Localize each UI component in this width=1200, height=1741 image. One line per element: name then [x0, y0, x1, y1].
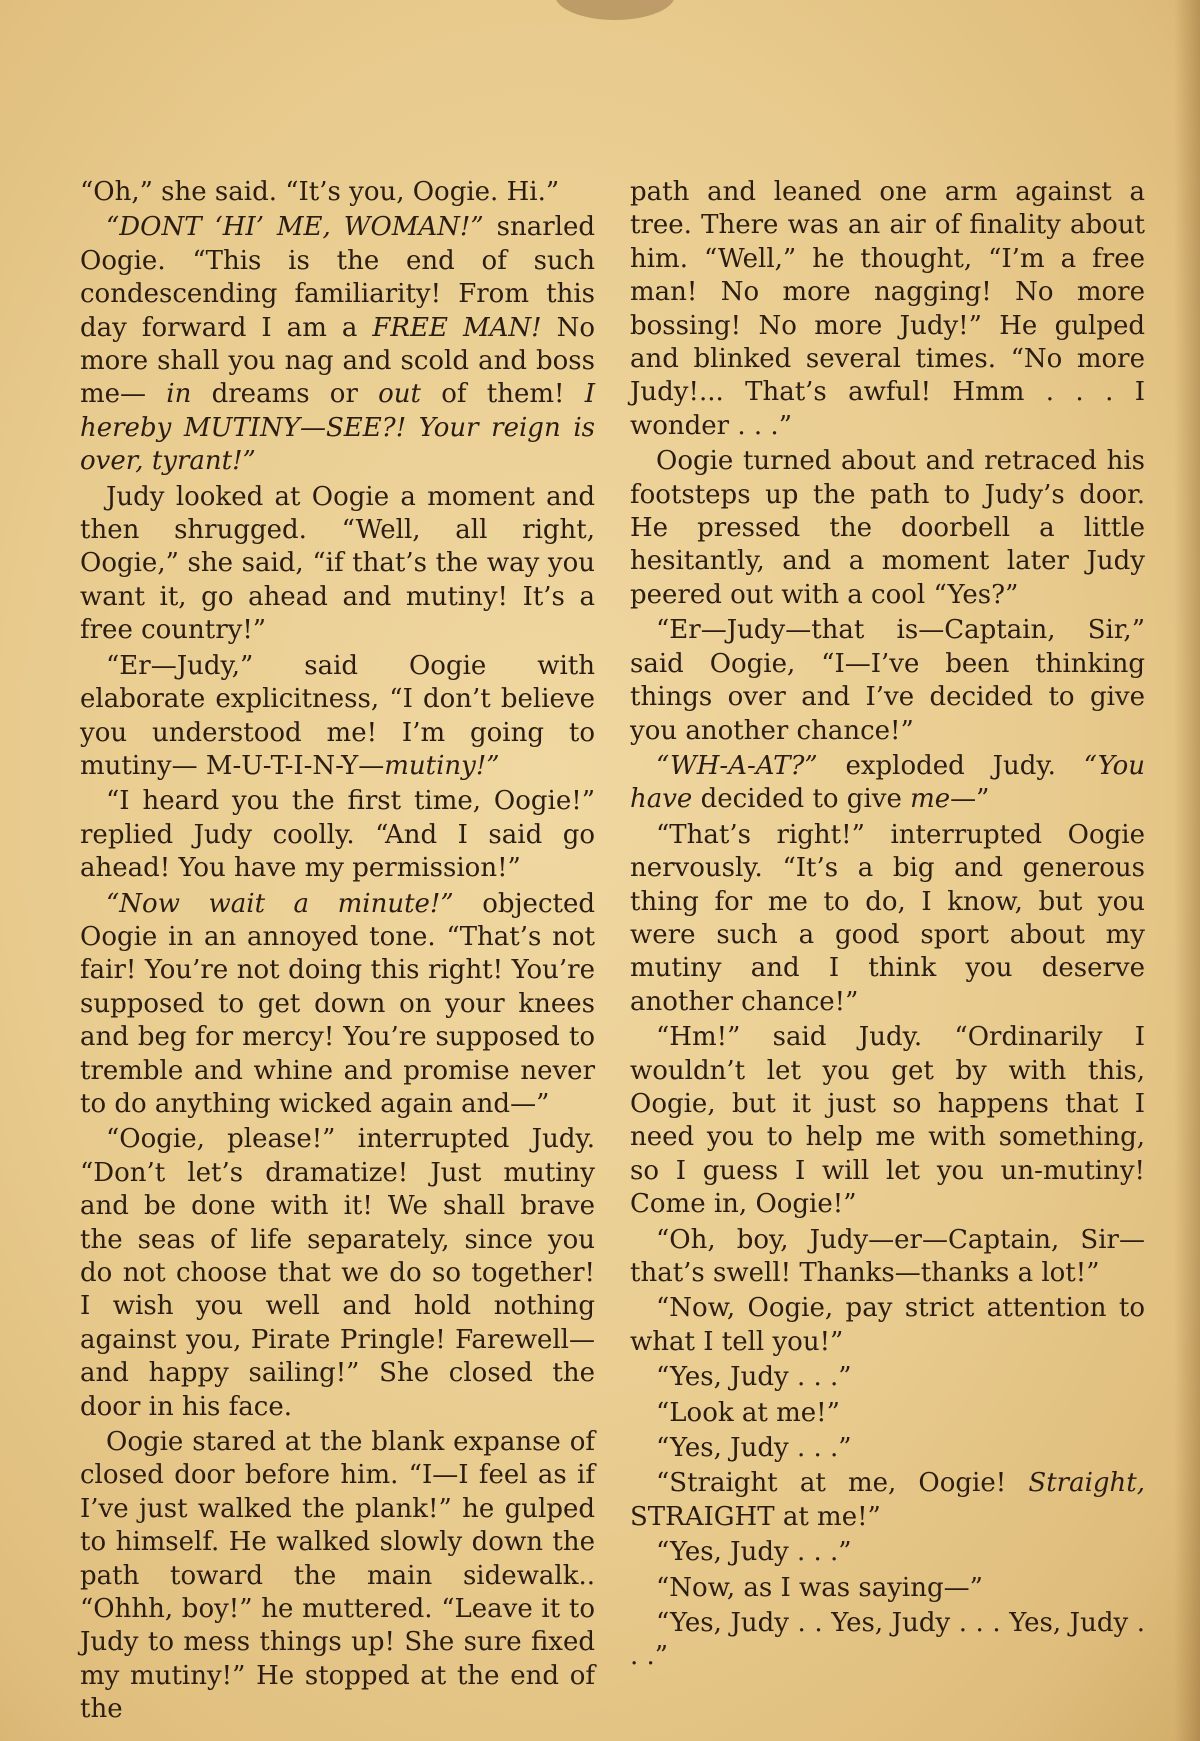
left-text-column: [80, 176, 595, 1727]
text-run: objected Oogie in an annoyed tone. “That’s not fair! You’re not doing this right! You’re supposed to get down on your knees and beg for mercy! You’re supposed to tremble and whine and promise never to do anything wicked again and—”: [80, 888, 595, 1119]
text-run: No more shall you nag and scold and boss me—: [80, 312, 596, 410]
paragraph: Oogie stared at the blank expanse of closed door before him. “I—I feel as if I’ve just walked the plank!” he gulped to himself. He walked slowly down the path toward the main sidewalk.. “Ohhh, boy!” he muttered. “Leave it to Judy to mess things up! She sure fixed my mutiny!” He stopped at the end of the: [80, 1427, 595, 1725]
paragraph: “Oogie, please!” interrupted Judy. “Don’t let’s dramatize! Just mutiny and be done with it! We shall brave the seas of life separately, since you do not choose that we do so together! I wish you well and hold nothing against you, Pirate Pringle! Farewell—and happy sailing!” She closed the door in his face.: [80, 1124, 595, 1422]
paragraph: “Yes, Judy . . .”: [656, 1362, 852, 1393]
emphasis-text: “You have: [630, 750, 1145, 815]
text-run: decided to give: [692, 784, 911, 815]
paragraph: “That’s right!” interrupted Oogie nervously. “It’s a big and generous thing for me to do, I know, but you were such a good sport about my mutiny and I think you deserve another chance!”: [630, 819, 1145, 1017]
emphasis-text: Straight,: [1028, 1468, 1145, 1499]
paragraph: “Now, Oogie, pay strict attention to what I tell you!”: [630, 1293, 1145, 1357]
paragraph: [80, 650, 595, 784]
text-run: STRAIGHT at me!”: [630, 1501, 881, 1532]
emphasis-text: “Now wait a minute!”: [106, 888, 454, 919]
paragraph: [630, 750, 1145, 817]
emphasis-text: mutiny!”: [384, 750, 500, 781]
emphasis-text: “WH-A-AT?”: [656, 750, 818, 781]
paragraph: “I heard you the first time, Oogie!” replied Judy coolly. “And I said go ahead! You have my permission!”: [80, 786, 595, 884]
paragraph: Judy looked at Oogie a moment and then shrugged. “Well, all right, Oogie,” she said, “if that’s the way you want it, go ahead and mutiny! It’s a free country!”: [80, 481, 595, 646]
emphasis-text: I hereby MUTINY—SEE?! Your reign is over, tyrant!”: [80, 379, 595, 477]
paragraph: Oogie turned about and retraced his footsteps up the path to Judy’s door. He pressed the doorbell a little hesitantly, and a moment later Judy peered out with a cool “Yes?”: [630, 446, 1145, 610]
text-run: “Er—Judy,” said Oogie with elaborate explicitness, “I don’t believe you understood me! I’m going to mutiny— M-U-T-I-N-Y—: [80, 650, 595, 781]
text-run: —”: [950, 784, 990, 815]
paragraph: [630, 1467, 1145, 1534]
text-run: exploded Judy.: [817, 750, 1084, 781]
paragraph: [80, 211, 595, 478]
text-run: “Straight at me, Oogie!: [656, 1468, 1029, 1499]
paragraph: “Er—Judy—that is—Captain, Sir,” said Oogie, “I—I’ve been thinking things over and I’ve decided to give you another chance!”: [630, 615, 1145, 746]
text-run: of them!: [421, 379, 585, 410]
emphasis-text: in: [166, 379, 192, 410]
emphasis-text: FREE MAN!: [372, 312, 542, 343]
paper-stain: [555, 0, 675, 20]
paragraph: [80, 888, 595, 1122]
text-run: dreams or: [191, 379, 379, 410]
paragraph: “Hm!” said Judy. “Ordinarily I wouldn’t let you get by with this, Oogie, but it just so happens that I need you to help me with something, so I guess I will let you un-mutiny! Come in, Oogie!”: [630, 1022, 1145, 1220]
paragraph: “Oh, boy, Judy—er—Captain, Sir— that’s swell! Thanks—thanks a lot!”: [630, 1224, 1145, 1288]
paragraph: “Now, as I was saying—”: [656, 1572, 983, 1603]
paragraph: “Yes, Judy . . Yes, Judy . . . Yes, Judy . . .”: [630, 1608, 1145, 1672]
paragraph: “Yes, Judy . . .”: [656, 1537, 852, 1568]
paragraph: “Yes, Judy . . .”: [656, 1433, 852, 1464]
text-run: snarled Oogie. “This is the end of such condescending familiarity! From this day forward I am a: [80, 212, 595, 343]
right-text-column: [630, 176, 1145, 1674]
shout-text: “DONT ‘HI’ ME, WOMAN!”: [106, 212, 484, 243]
page-edge-shadow: [1174, 0, 1200, 1741]
emphasis-text: me: [910, 784, 951, 815]
paragraph: path and leaned one arm against a tree. There was an air of finality about him. “Well,” he thought, “I’m a free man! No more nagging! No more bossing! No more Judy!” He gulped and blinked several times. “No more Judy!... That’s awful! Hmm . . . I wonder . . .”: [630, 177, 1145, 441]
emphasis-text: out: [378, 379, 421, 410]
paragraph: “Look at me!”: [656, 1397, 840, 1428]
paragraph: “Oh,” she said. “It’s you, Oogie. Hi.”: [80, 177, 560, 207]
